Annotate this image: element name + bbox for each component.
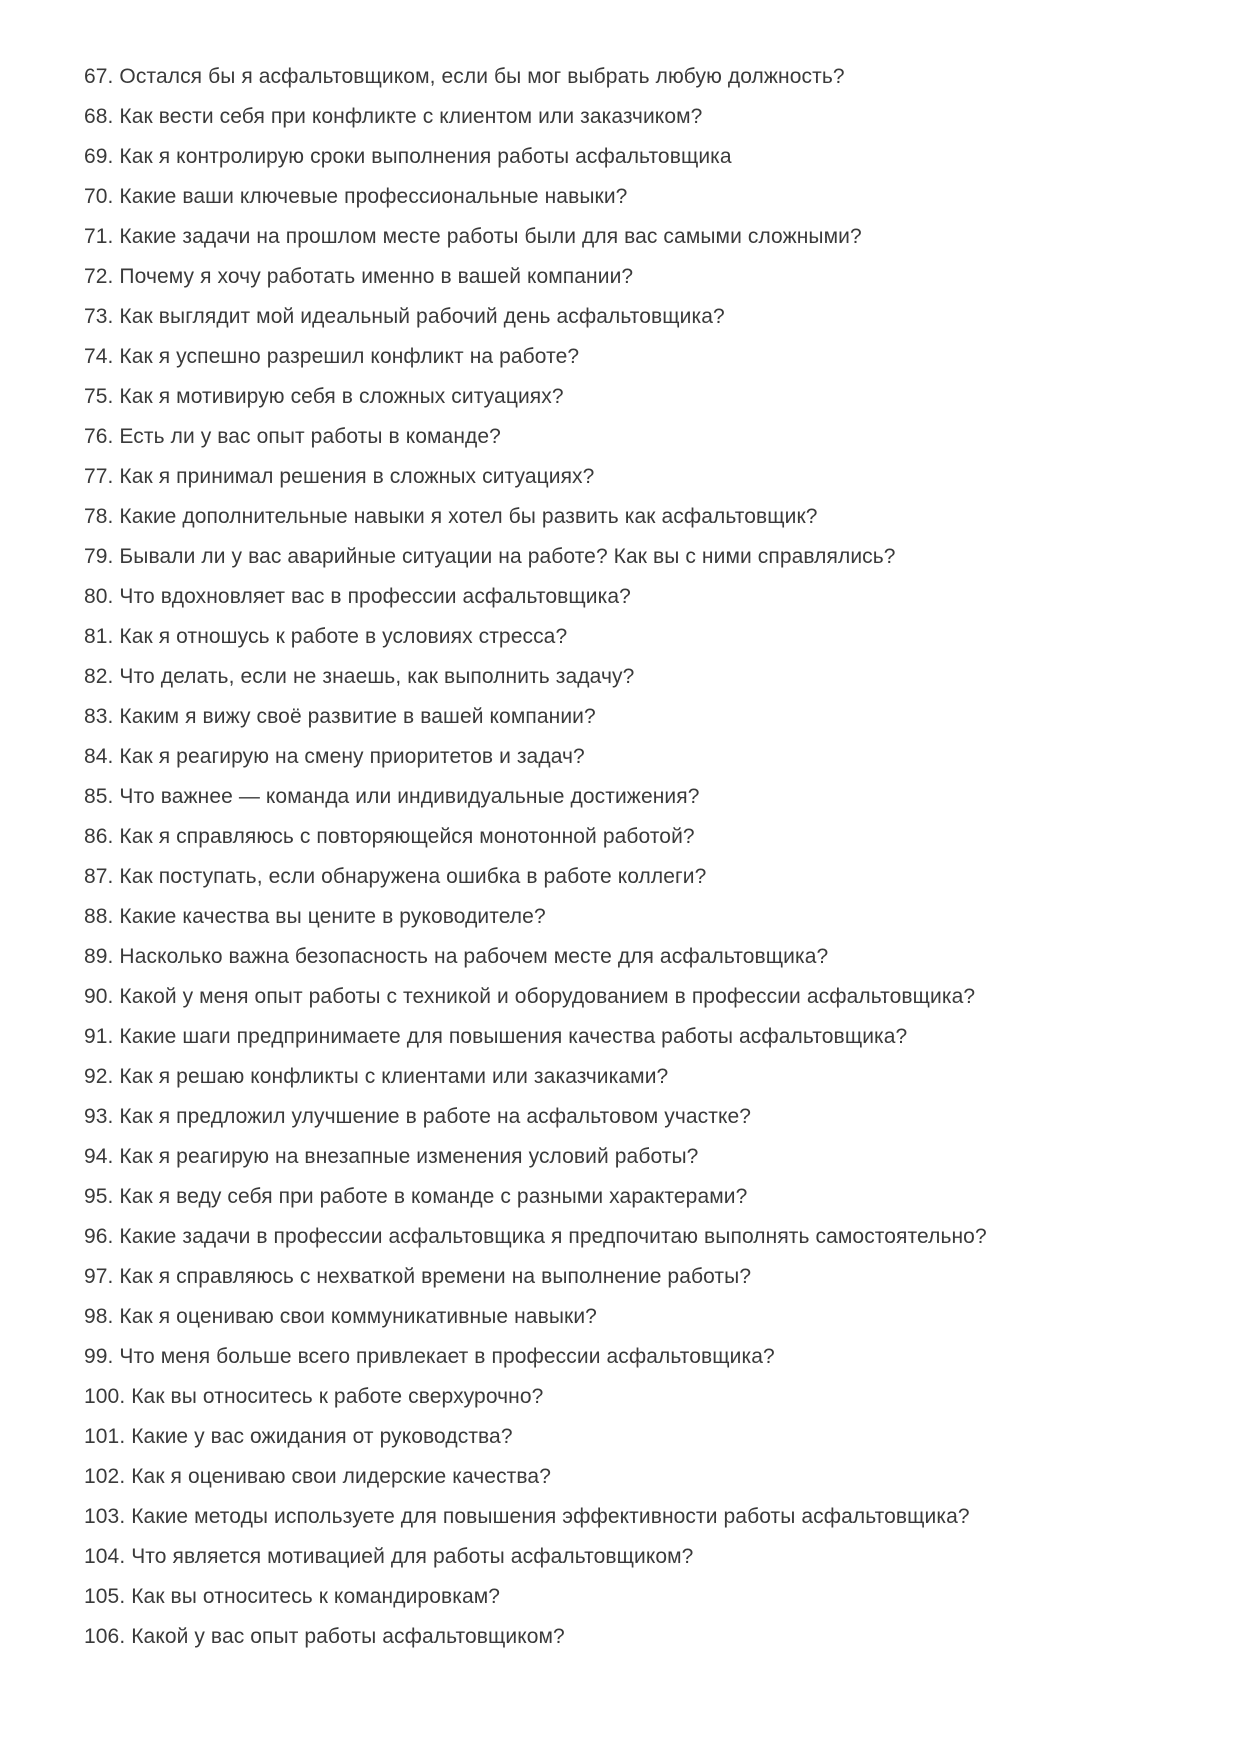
question-item: 103. Какие методы используете для повышения эффективности работы асфальтовщика? bbox=[84, 1505, 970, 1528]
question-item: 90. Какой у меня опыт работы с техникой и оборудованием в профессии асфальтовщика? bbox=[84, 985, 976, 1008]
question-item: 95. Как я веду себя при работе в команде с разными характерами? bbox=[84, 1185, 748, 1208]
question-item: 94. Как я реагирую на внезапные изменения условий работы? bbox=[84, 1145, 699, 1168]
question-item: 83. Каким я вижу своё развитие в вашей компании? bbox=[84, 705, 596, 728]
question-item: 100. Как вы относитесь к работе сверхурочно? bbox=[84, 1385, 544, 1408]
question-item: 68. Как вести себя при конфликте с клиентом или заказчиком? bbox=[84, 105, 703, 128]
question-item: 97. Как я справляюсь с нехваткой времени на выполнение работы? bbox=[84, 1265, 752, 1288]
question-item: 75. Как я мотивирую себя в сложных ситуациях? bbox=[84, 385, 564, 408]
question-item: 92. Как я решаю конфликты с клиентами или заказчиками? bbox=[84, 1065, 669, 1088]
question-item: 91. Какие шаги предпринимаете для повышения качества работы асфальтовщика? bbox=[84, 1025, 908, 1048]
question-item: 71. Какие задачи на прошлом месте работы были для вас самыми сложными? bbox=[84, 225, 862, 248]
question-item: 101. Какие у вас ожидания от руководства? bbox=[84, 1425, 513, 1448]
question-item: 87. Как поступать, если обнаружена ошибка в работе коллеги? bbox=[84, 865, 707, 888]
question-item: 69. Как я контролирую сроки выполнения работы асфальтовщика bbox=[84, 145, 732, 168]
question-item: 98. Как я оцениваю свои коммуникативные навыки? bbox=[84, 1305, 597, 1328]
question-item: 67. Остался бы я асфальтовщиком, если бы мог выбрать любую должность? bbox=[84, 65, 845, 88]
question-item: 84. Как я реагирую на смену приоритетов и задач? bbox=[84, 745, 585, 768]
question-item: 73. Как выглядит мой идеальный рабочий день асфальтовщика? bbox=[84, 305, 725, 328]
question-item: 81. Как я отношусь к работе в условиях стресса? bbox=[84, 625, 568, 648]
question-item: 88. Какие качества вы цените в руководителе? bbox=[84, 905, 546, 928]
question-item: 70. Какие ваши ключевые профессиональные навыки? bbox=[84, 185, 628, 208]
question-item: 104. Что является мотивацией для работы асфальтовщиком? bbox=[84, 1545, 694, 1568]
question-item: 105. Как вы относитесь к командировкам? bbox=[84, 1585, 501, 1608]
question-item: 78. Какие дополнительные навыки я хотел бы развить как асфальтовщик? bbox=[84, 505, 818, 528]
question-item: 96. Какие задачи в профессии асфальтовщика я предпочитаю выполнять самостоятельно? bbox=[84, 1225, 987, 1248]
question-item: 85. Что важнее — команда или индивидуальные достижения? bbox=[84, 785, 700, 808]
question-list bbox=[84, 57, 1199, 1657]
question-item: 106. Какой у вас опыт работы асфальтовщиком? bbox=[84, 1625, 565, 1648]
question-item: 80. Что вдохновляет вас в профессии асфальтовщика? bbox=[84, 585, 631, 608]
question-item: 79. Бывали ли у вас аварийные ситуации на работе? Как вы с ними справлялись? bbox=[84, 545, 896, 568]
question-item: 76. Есть ли у вас опыт работы в команде? bbox=[84, 425, 501, 448]
question-item: 86. Как я справляюсь с повторяющейся монотонной работой? bbox=[84, 825, 695, 848]
question-item: 93. Как я предложил улучшение в работе на асфальтовом участке? bbox=[84, 1105, 752, 1128]
question-item: 77. Как я принимал решения в сложных ситуациях? bbox=[84, 465, 595, 488]
question-item: 72. Почему я хочу работать именно в вашей компании? bbox=[84, 265, 634, 288]
question-item: 74. Как я успешно разрешил конфликт на работе? bbox=[84, 345, 580, 368]
question-item: 102. Как я оцениваю свои лидерские качества? bbox=[84, 1465, 551, 1488]
question-item: 89. Насколько важна безопасность на рабочем месте для асфальтовщика? bbox=[84, 945, 829, 968]
question-item: 82. Что делать, если не знаешь, как выполнить задачу? bbox=[84, 665, 635, 688]
question-item: 99. Что меня больше всего привлекает в профессии асфальтовщика? bbox=[84, 1345, 775, 1368]
